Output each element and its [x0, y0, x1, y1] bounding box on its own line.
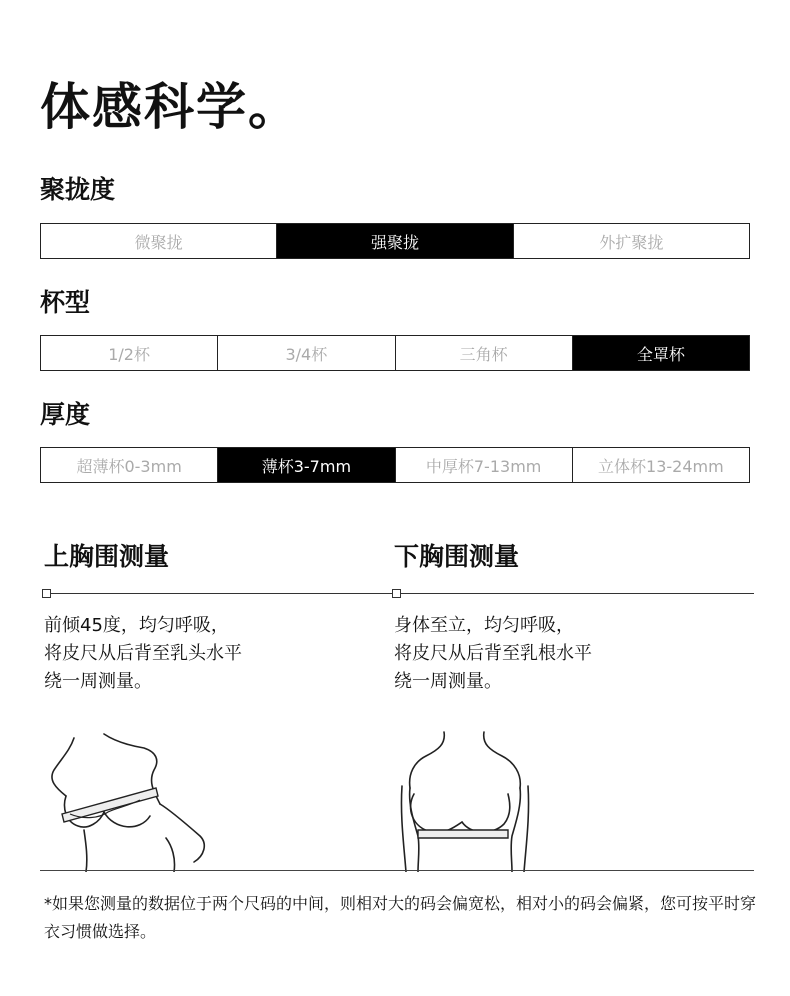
under-bust-illustration [400, 726, 550, 872]
thickness-option-thin[interactable]: 薄杯3-7mm [218, 448, 395, 482]
push-up-option-outward[interactable]: 外扩聚拢 [599, 232, 664, 252]
push-up-option-light[interactable]: 微聚拢 [41, 224, 277, 258]
cup-type-label: 杯型 [40, 288, 91, 317]
cup-type-option-triangle[interactable]: 三角杯 [396, 336, 573, 370]
thickness-selector [40, 447, 750, 483]
upper-bust-instructions: 前倾45度，均匀呼吸， 将皮尺从后背至乳头水平 绕一周测量。 [44, 615, 242, 692]
lower-marker [392, 589, 401, 598]
cup-type-option-full[interactable]: 全罩杯 [573, 336, 749, 370]
cup-type-option-half[interactable]: 1/2杯 [41, 336, 218, 370]
push-up-option-strong[interactable]: 强聚拢 [277, 224, 513, 258]
thickness-option-3d[interactable]: 立体杯13-24mm [598, 456, 724, 476]
push-up-label: 聚拢度 [40, 175, 116, 204]
upper-bust-title: 上胸围测量 [44, 542, 170, 571]
under-bust-title: 下胸围测量 [394, 542, 520, 571]
push-up-selector [40, 223, 750, 259]
cup-type-selector [40, 335, 750, 371]
upper-marker [42, 589, 51, 598]
thickness-option-ultra-thin[interactable]: 超薄杯0-3mm [41, 448, 218, 482]
size-footnote: *如果您测量的数据位于两个尺码的中间，则相对大的码会偏宽松，相对小的码会偏紧，您可按平时穿衣习惯做选择。 [44, 894, 757, 941]
page-title: 体感科学。 [40, 78, 300, 136]
under-bust-instructions: 身体至立，均匀呼吸， 将皮尺从后背至乳根水平 绕一周测量。 [394, 615, 592, 692]
cup-type-option-three-quarter[interactable]: 3/4杯 [218, 336, 395, 370]
thickness-label: 厚度 [40, 400, 91, 429]
thickness-option-medium[interactable]: 中厚杯7-13mm [396, 448, 573, 482]
illustration-baseline [40, 870, 754, 871]
upper-bust-illustration [44, 726, 224, 872]
